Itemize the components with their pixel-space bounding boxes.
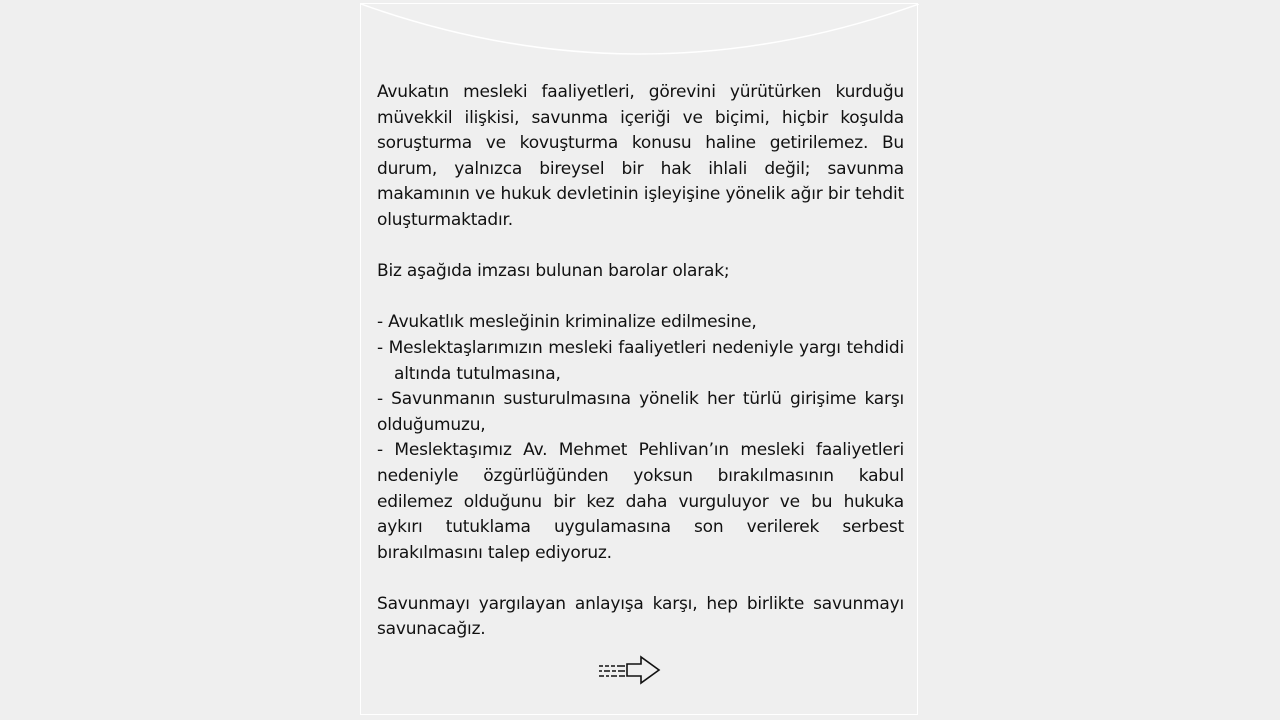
paragraph-intro: Avukatın mesleki faaliyetleri, görevini yürütürken kurduğu müvekkil ilişkisi, savunma içeriği ve biçimi, hiçbir koşulda soruşturma ve kovuşturma konusu haline getirilemez. Bu durum, yalnızca bireysel bir hak ihlali değil; savunma makamının ve hukuk devletinin işleyişine yönelik ağır bir tehdit oluşturmaktadır.: [377, 82, 904, 230]
right-arrow-icon[interactable]: [597, 654, 663, 686]
paragraph-closing: Savunmayı yargılayan anlayışa karşı, hep birlikte savunmayı savunacağız.: [377, 593, 904, 640]
bullet-item: - Meslektaşlarımızın mesleki faaliyetleri nedeniyle yargı tehdidi altında tutulmasına,: [377, 337, 904, 384]
document-card: [360, 3, 918, 715]
paragraph-barolar: Biz aşağıda imzası bulunan barolar olarak;: [377, 261, 730, 282]
top-curve-decoration: [361, 4, 919, 64]
bullet-item: - Savunmanın susturulmasına yönelik her türlü girişime karşı olduğumuzu,: [377, 389, 904, 435]
bullet-item: - Meslektaşımız Av. Mehmet Pehlivan’ın mesleki faaliyetleri nedeniyle özgürlüğünden yoksun bırakılmasının kabul edilemez olduğunu bir kez daha vurguluyor ve bu hukuka aykırı tutuklama uygulamasına son verilerek serbest bırakılmasını talep ediyoruz.: [377, 440, 904, 563]
bullet-item: - Avukatlık mesleğinin kriminalize edilmesine,: [377, 312, 757, 333]
statement-text: [377, 80, 904, 643]
